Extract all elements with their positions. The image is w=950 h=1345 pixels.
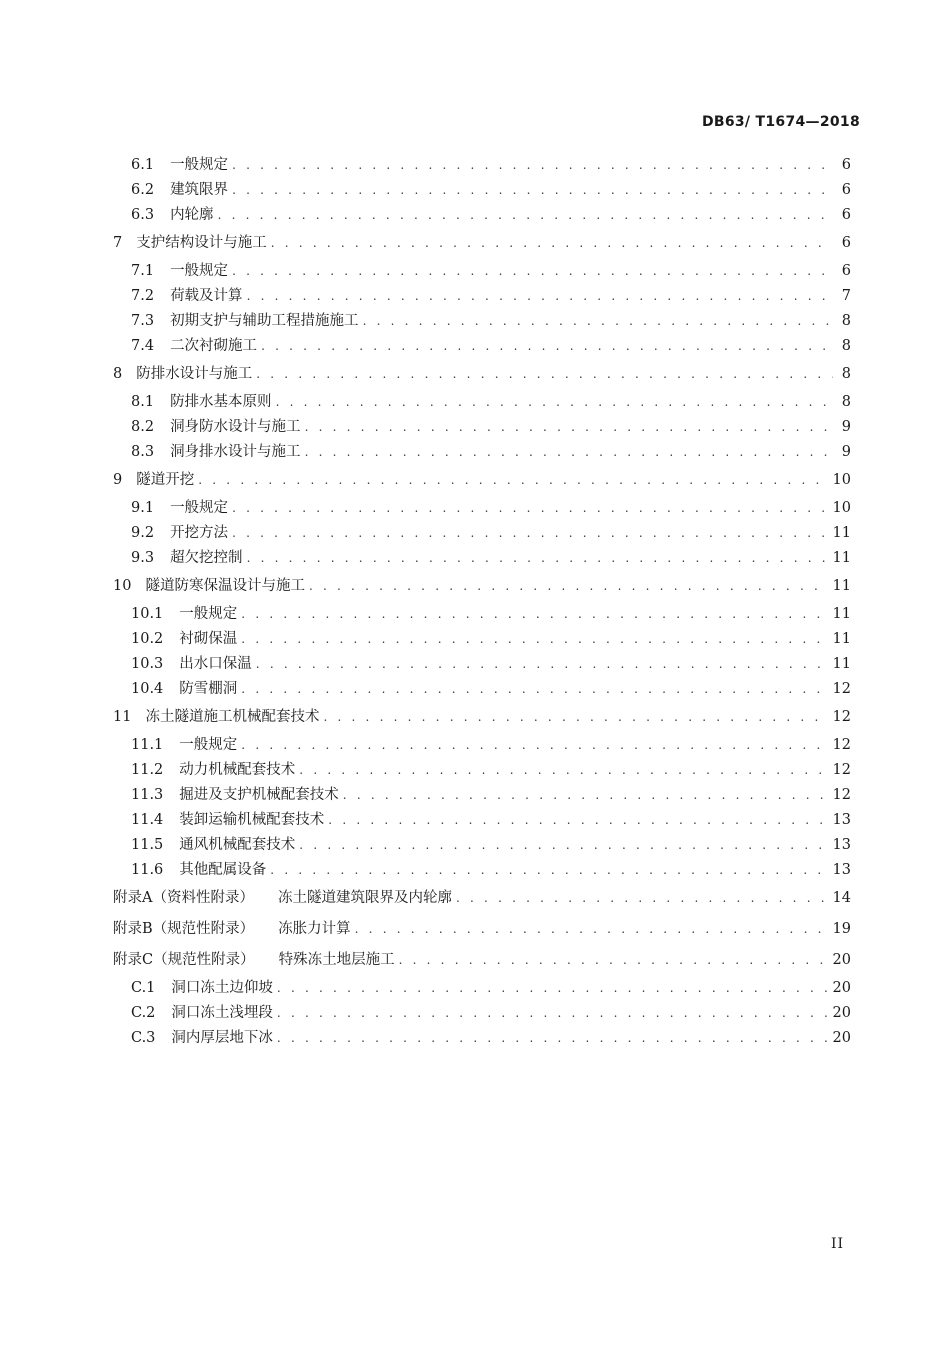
toc-entry-title: 洞身防水设计与施工 [170, 419, 301, 435]
toc-entry[interactable] [0, 758, 950, 783]
toc-entry-title: 洞口冻土边仰坡 [171, 980, 273, 996]
toc-dot-leader [276, 390, 833, 415]
toc-entry-number: 7.4 [131, 338, 155, 354]
toc-entry-title: 出水口保温 [179, 656, 252, 672]
toc-dot-leader [241, 677, 828, 702]
toc-entry-title: 隧道开挖 [136, 472, 195, 488]
toc-entry[interactable] [0, 808, 950, 833]
toc-entry-number: 附录B（规范性附录） [113, 921, 255, 937]
toc-dot-leader [232, 259, 833, 284]
toc-entry[interactable] [0, 833, 950, 858]
toc-dot-leader [241, 733, 828, 758]
toc-entry[interactable] [0, 858, 950, 883]
toc-entry-number: 10.3 [131, 656, 164, 672]
toc-dot-leader [271, 228, 833, 259]
toc-dot-leader [299, 833, 828, 858]
toc-entry-title: 一般规定 [179, 737, 238, 753]
toc-dot-leader [241, 627, 828, 652]
toc-dot-leader [256, 652, 829, 677]
toc-entry-number: 6.2 [131, 182, 155, 198]
toc-entry-number: 7.2 [131, 288, 155, 304]
toc-dot-leader [277, 1026, 829, 1051]
toc-entry-page: 12 [832, 737, 851, 753]
toc-entry-page: 7 [841, 288, 851, 304]
toc-entry-page: 12 [832, 709, 851, 725]
toc-entry-title: 一般规定 [170, 157, 229, 173]
toc-entry-page: 6 [841, 157, 851, 173]
toc-dot-leader [241, 602, 828, 627]
toc-entry-title: 二次衬砌施工 [170, 338, 258, 354]
toc-entry-title: 防排水设计与施工 [136, 366, 253, 382]
toc-entry[interactable] [0, 1026, 950, 1051]
toc-dot-leader [277, 1001, 829, 1026]
toc-entry[interactable] [0, 883, 950, 914]
toc-entry-number: 9.2 [131, 525, 155, 541]
toc-entry-number: 11.3 [131, 787, 164, 803]
toc-entry-title: 洞身排水设计与施工 [170, 444, 301, 460]
toc-entry-number: C.1 [131, 980, 156, 996]
toc-dot-leader [305, 440, 833, 465]
toc-entry-number: 11.4 [131, 812, 164, 828]
toc-entry-number: 11 [113, 709, 132, 725]
toc-dot-leader [232, 496, 828, 521]
toc-entry[interactable] [0, 546, 950, 571]
toc-entry-number: 7.3 [131, 313, 155, 329]
toc-dot-leader [456, 883, 829, 914]
toc-entry-title: 特殊冻土地层施工 [278, 952, 395, 968]
toc-entry[interactable] [0, 627, 950, 652]
toc-entry-number: 8.2 [131, 419, 155, 435]
toc-entry-page: 9 [841, 419, 851, 435]
toc-entry-title: 防雪棚洞 [179, 681, 238, 697]
toc-dot-leader [247, 284, 833, 309]
toc-dot-leader [261, 334, 833, 359]
toc-entry[interactable] [0, 677, 950, 702]
toc-dot-leader [323, 702, 828, 733]
toc-entry-title: 装卸运输机械配套技术 [179, 812, 325, 828]
toc-dot-leader [299, 758, 828, 783]
toc-entry-number: 11.5 [131, 837, 164, 853]
toc-dot-leader [270, 858, 828, 883]
toc-entry-number: 11.6 [131, 862, 164, 878]
toc-entry[interactable] [0, 359, 950, 390]
toc-dot-leader [363, 309, 833, 334]
toc-entry-page: 8 [841, 366, 851, 382]
toc-entry-number: 10 [113, 578, 132, 594]
document-code: DB63/ T1674—2018 [701, 114, 860, 130]
toc-entry[interactable] [0, 945, 950, 976]
toc-entry-page: 11 [832, 631, 851, 647]
toc-entry-page: 14 [832, 890, 851, 906]
toc-dot-leader [232, 178, 833, 203]
toc-entry-page: 12 [832, 681, 851, 697]
toc-entry-page: 20 [832, 980, 851, 996]
toc-entry-title: 隧道防寒保温设计与施工 [145, 578, 305, 594]
toc-entry-title: 一般规定 [170, 500, 229, 516]
toc-entry-number: 8.1 [131, 394, 155, 410]
toc-entry-page: 6 [841, 235, 851, 251]
toc-entry[interactable] [0, 1001, 950, 1026]
toc-entry-title: 防排水基本原则 [170, 394, 272, 410]
toc-entry[interactable] [0, 733, 950, 758]
toc-entry-page: 20 [832, 1005, 851, 1021]
toc-entry-number: 9 [113, 472, 123, 488]
toc-entry[interactable] [0, 309, 950, 334]
toc-dot-leader [256, 359, 833, 390]
toc-entry-title: 掘进及支护机械配套技术 [179, 787, 339, 803]
toc-entry[interactable] [0, 465, 950, 496]
toc-entry[interactable] [0, 153, 950, 178]
toc-dot-leader [305, 415, 833, 440]
toc-entry-page: 11 [832, 550, 851, 566]
toc-entry-page: 9 [841, 444, 851, 460]
toc-entry[interactable] [0, 914, 950, 945]
toc-entry-number: 7 [113, 235, 123, 251]
toc-entry-page: 13 [832, 862, 851, 878]
toc-dot-leader [218, 203, 833, 228]
toc-entry-number: 8.3 [131, 444, 155, 460]
toc-entry-page: 6 [841, 182, 851, 198]
toc-dot-leader [277, 976, 829, 1001]
toc-entry-title: 冻土隧道建筑限界及内轮廓 [277, 890, 452, 906]
toc-dot-leader [355, 914, 829, 945]
toc-entry-number: 7.1 [131, 263, 155, 279]
toc-entry-number: 11.1 [131, 737, 164, 753]
toc-entry[interactable] [0, 440, 950, 465]
toc-entry-number: 11.2 [131, 762, 164, 778]
toc-entry-title: 洞内厚层地下冰 [171, 1030, 273, 1046]
toc-entry[interactable] [0, 976, 950, 1001]
toc-entry-title: 其他配属设备 [179, 862, 267, 878]
toc-entry-page: 13 [832, 837, 851, 853]
toc-entry[interactable] [0, 178, 950, 203]
toc-dot-leader [247, 546, 829, 571]
toc-dot-leader [328, 808, 828, 833]
toc-entry-number: C.2 [131, 1005, 156, 1021]
toc-entry-page: 6 [841, 207, 851, 223]
toc-entry-title: 衬砌保温 [179, 631, 238, 647]
toc-entry-title: 荷载及计算 [170, 288, 243, 304]
toc-entry[interactable] [0, 334, 950, 359]
toc-entry[interactable] [0, 602, 950, 627]
toc-entry-page: 8 [841, 394, 851, 410]
toc-dot-leader [343, 783, 829, 808]
toc-entry-number: 10.4 [131, 681, 164, 697]
toc-entry[interactable] [0, 228, 950, 259]
toc-entry[interactable] [0, 259, 950, 284]
toc-entry-page: 11 [832, 578, 851, 594]
toc-entry-title: 一般规定 [170, 263, 229, 279]
toc-entry[interactable] [0, 702, 950, 733]
toc-dot-leader [232, 521, 828, 546]
toc-entry[interactable] [0, 284, 950, 309]
toc-entry-title: 通风机械配套技术 [179, 837, 296, 853]
toc-entry-page: 10 [832, 500, 851, 516]
toc-entry-title: 初期支护与辅助工程措施施工 [170, 313, 359, 329]
toc-entry-page: 11 [832, 525, 851, 541]
toc-entry-number: 附录C（规范性附录） [113, 952, 255, 968]
toc-entry[interactable] [0, 390, 950, 415]
toc-entry-title: 开挖方法 [170, 525, 229, 541]
toc-entry-title: 冻土隧道施工机械配套技术 [145, 709, 320, 725]
table-of-contents [0, 153, 950, 1051]
toc-entry-page: 12 [832, 787, 851, 803]
toc-entry-page: 10 [832, 472, 851, 488]
toc-entry-page: 20 [832, 952, 851, 968]
toc-entry-number: 6.1 [131, 157, 155, 173]
toc-entry-number: 附录A（资料性附录） [113, 890, 254, 906]
toc-entry-page: 19 [832, 921, 851, 937]
toc-entry-number: 10.1 [131, 606, 164, 622]
toc-entry[interactable] [0, 203, 950, 228]
toc-entry-page: 6 [841, 263, 851, 279]
toc-entry-number: C.3 [131, 1030, 156, 1046]
toc-entry[interactable] [0, 783, 950, 808]
toc-entry[interactable] [0, 415, 950, 440]
toc-entry-title: 内轮廓 [170, 207, 214, 223]
toc-entry-number: 9.1 [131, 500, 155, 516]
toc-entry-title: 一般规定 [179, 606, 238, 622]
toc-entry-title: 建筑限界 [170, 182, 229, 198]
toc-entry-page: 12 [832, 762, 851, 778]
toc-entry-title: 冻胀力计算 [278, 921, 351, 937]
toc-entry[interactable] [0, 496, 950, 521]
toc-entry[interactable] [0, 571, 950, 602]
toc-entry[interactable] [0, 521, 950, 546]
toc-entry-title: 洞口冻土浅埋段 [171, 1005, 273, 1021]
toc-entry-page: 11 [832, 606, 851, 622]
toc-dot-leader [309, 571, 829, 602]
page-number: II [830, 1236, 844, 1252]
toc-entry-page: 8 [841, 313, 851, 329]
toc-entry-title: 超欠挖控制 [170, 550, 243, 566]
toc-entry-number: 6.3 [131, 207, 155, 223]
toc-entry-number: 10.2 [131, 631, 164, 647]
toc-entry-page: 11 [832, 656, 851, 672]
toc-dot-leader [198, 465, 828, 496]
toc-entry-page: 8 [841, 338, 851, 354]
toc-dot-leader [232, 153, 833, 178]
toc-entry-number: 8 [113, 366, 123, 382]
toc-entry-page: 13 [832, 812, 851, 828]
toc-entry-page: 20 [832, 1030, 851, 1046]
toc-entry-title: 动力机械配套技术 [179, 762, 296, 778]
toc-entry-title: 支护结构设计与施工 [136, 235, 267, 251]
toc-entry-number: 9.3 [131, 550, 155, 566]
toc-entry[interactable] [0, 652, 950, 677]
toc-dot-leader [399, 945, 829, 976]
